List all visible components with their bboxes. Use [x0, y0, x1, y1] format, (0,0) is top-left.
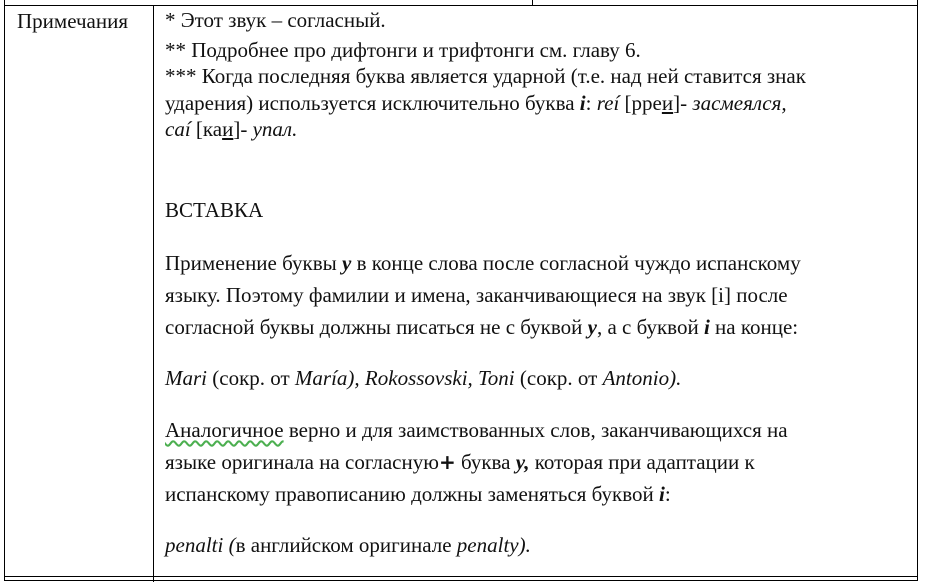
spellcheck-word: Аналогичное: [165, 418, 284, 442]
example-penalty: penalty).: [456, 533, 531, 557]
example-trans-cai: упал.: [252, 117, 298, 141]
letter-y: y: [341, 251, 352, 275]
note-3-text: ударения) используется исключительно буква: [165, 91, 580, 115]
text-span: в конце слова после согласной чуждо испанскому: [351, 251, 801, 275]
insert-p1-line-3: [165, 314, 798, 340]
top-row-border: [5, 5, 917, 6]
bottom-row-border: [5, 576, 917, 577]
text-span: , а с буквой: [596, 315, 704, 339]
text-span: которая при адаптации к: [529, 450, 755, 474]
insert-p1-line-1: [165, 250, 801, 276]
note-3-letter-i: i: [579, 91, 586, 115]
note-3-line-3: [165, 116, 297, 142]
text-span: языке оригинала на согласную: [165, 450, 439, 474]
example-penalti: penalti (: [165, 533, 236, 557]
example-maria-rokossovski-toni: María), Rokossovski, Toni: [294, 366, 515, 390]
text-span: Применение буквы: [165, 251, 342, 275]
plus-sign: +: [438, 450, 456, 474]
insert-examples-line: [165, 365, 681, 391]
example-pron-cai: [ка: [190, 117, 223, 141]
column-divider: [153, 5, 154, 582]
insert-p2-line-2: [165, 449, 755, 475]
text-span: на конце:: [709, 315, 799, 339]
text-span: верно и для заимствованных слов, заканчивающихся на: [283, 418, 788, 442]
text-span: согласной буквы должны писаться не с буквой: [165, 315, 588, 339]
example-word-rei: reí: [596, 91, 620, 115]
example-orig-text: в английском оригинале: [235, 533, 457, 557]
insert-p2-line-1: [165, 417, 788, 443]
note-3-colon: :: [585, 91, 597, 115]
example-sokr-2: (сокр. от: [514, 366, 603, 390]
letter-y: y,: [515, 450, 530, 474]
example-word-cai: caí: [165, 117, 191, 141]
insert-heading: ВСТАВКА: [165, 198, 264, 222]
note-3-line-1: *** Когда последняя буква является ударной (т.е. над ней ставится знак: [165, 64, 806, 88]
example-pron-rei-stress: и: [661, 91, 674, 115]
text-span: буква: [455, 450, 516, 474]
letter-y: y: [587, 315, 597, 339]
letter-i: i: [703, 315, 710, 339]
note-3-line-2: [165, 90, 787, 116]
example-sokr-1: (сокр. от: [207, 366, 295, 390]
example-pron-rei: [рре: [619, 91, 662, 115]
note-1: * Этот звук – согласный.: [165, 8, 386, 32]
text-span: испанскому правописанию должны заменяться буквой: [165, 482, 660, 506]
example-mari: Mari: [165, 366, 207, 390]
insert-penalti-line: [165, 532, 531, 558]
row-label: Примечания: [17, 9, 129, 33]
example-antonio: Antonio).: [602, 366, 682, 390]
text-span: :: [664, 482, 671, 506]
example-pron-rei-end: ]-: [673, 91, 693, 115]
notes-table: [4, 0, 918, 581]
example-pron-cai-stress: и: [222, 117, 234, 141]
letter-i: i: [659, 482, 665, 506]
example-trans-rei: засмеялся,: [692, 91, 787, 115]
note-2: ** Подробнее про дифтонги и трифтонги см. главу 6.: [165, 38, 641, 62]
insert-p1-line-2: языку. Поэтому фамилии и имена, заканчивающиеся на звук [i] после: [165, 283, 788, 307]
insert-p2-line-3: [165, 481, 671, 507]
example-pron-cai-end: ]-: [233, 117, 253, 141]
